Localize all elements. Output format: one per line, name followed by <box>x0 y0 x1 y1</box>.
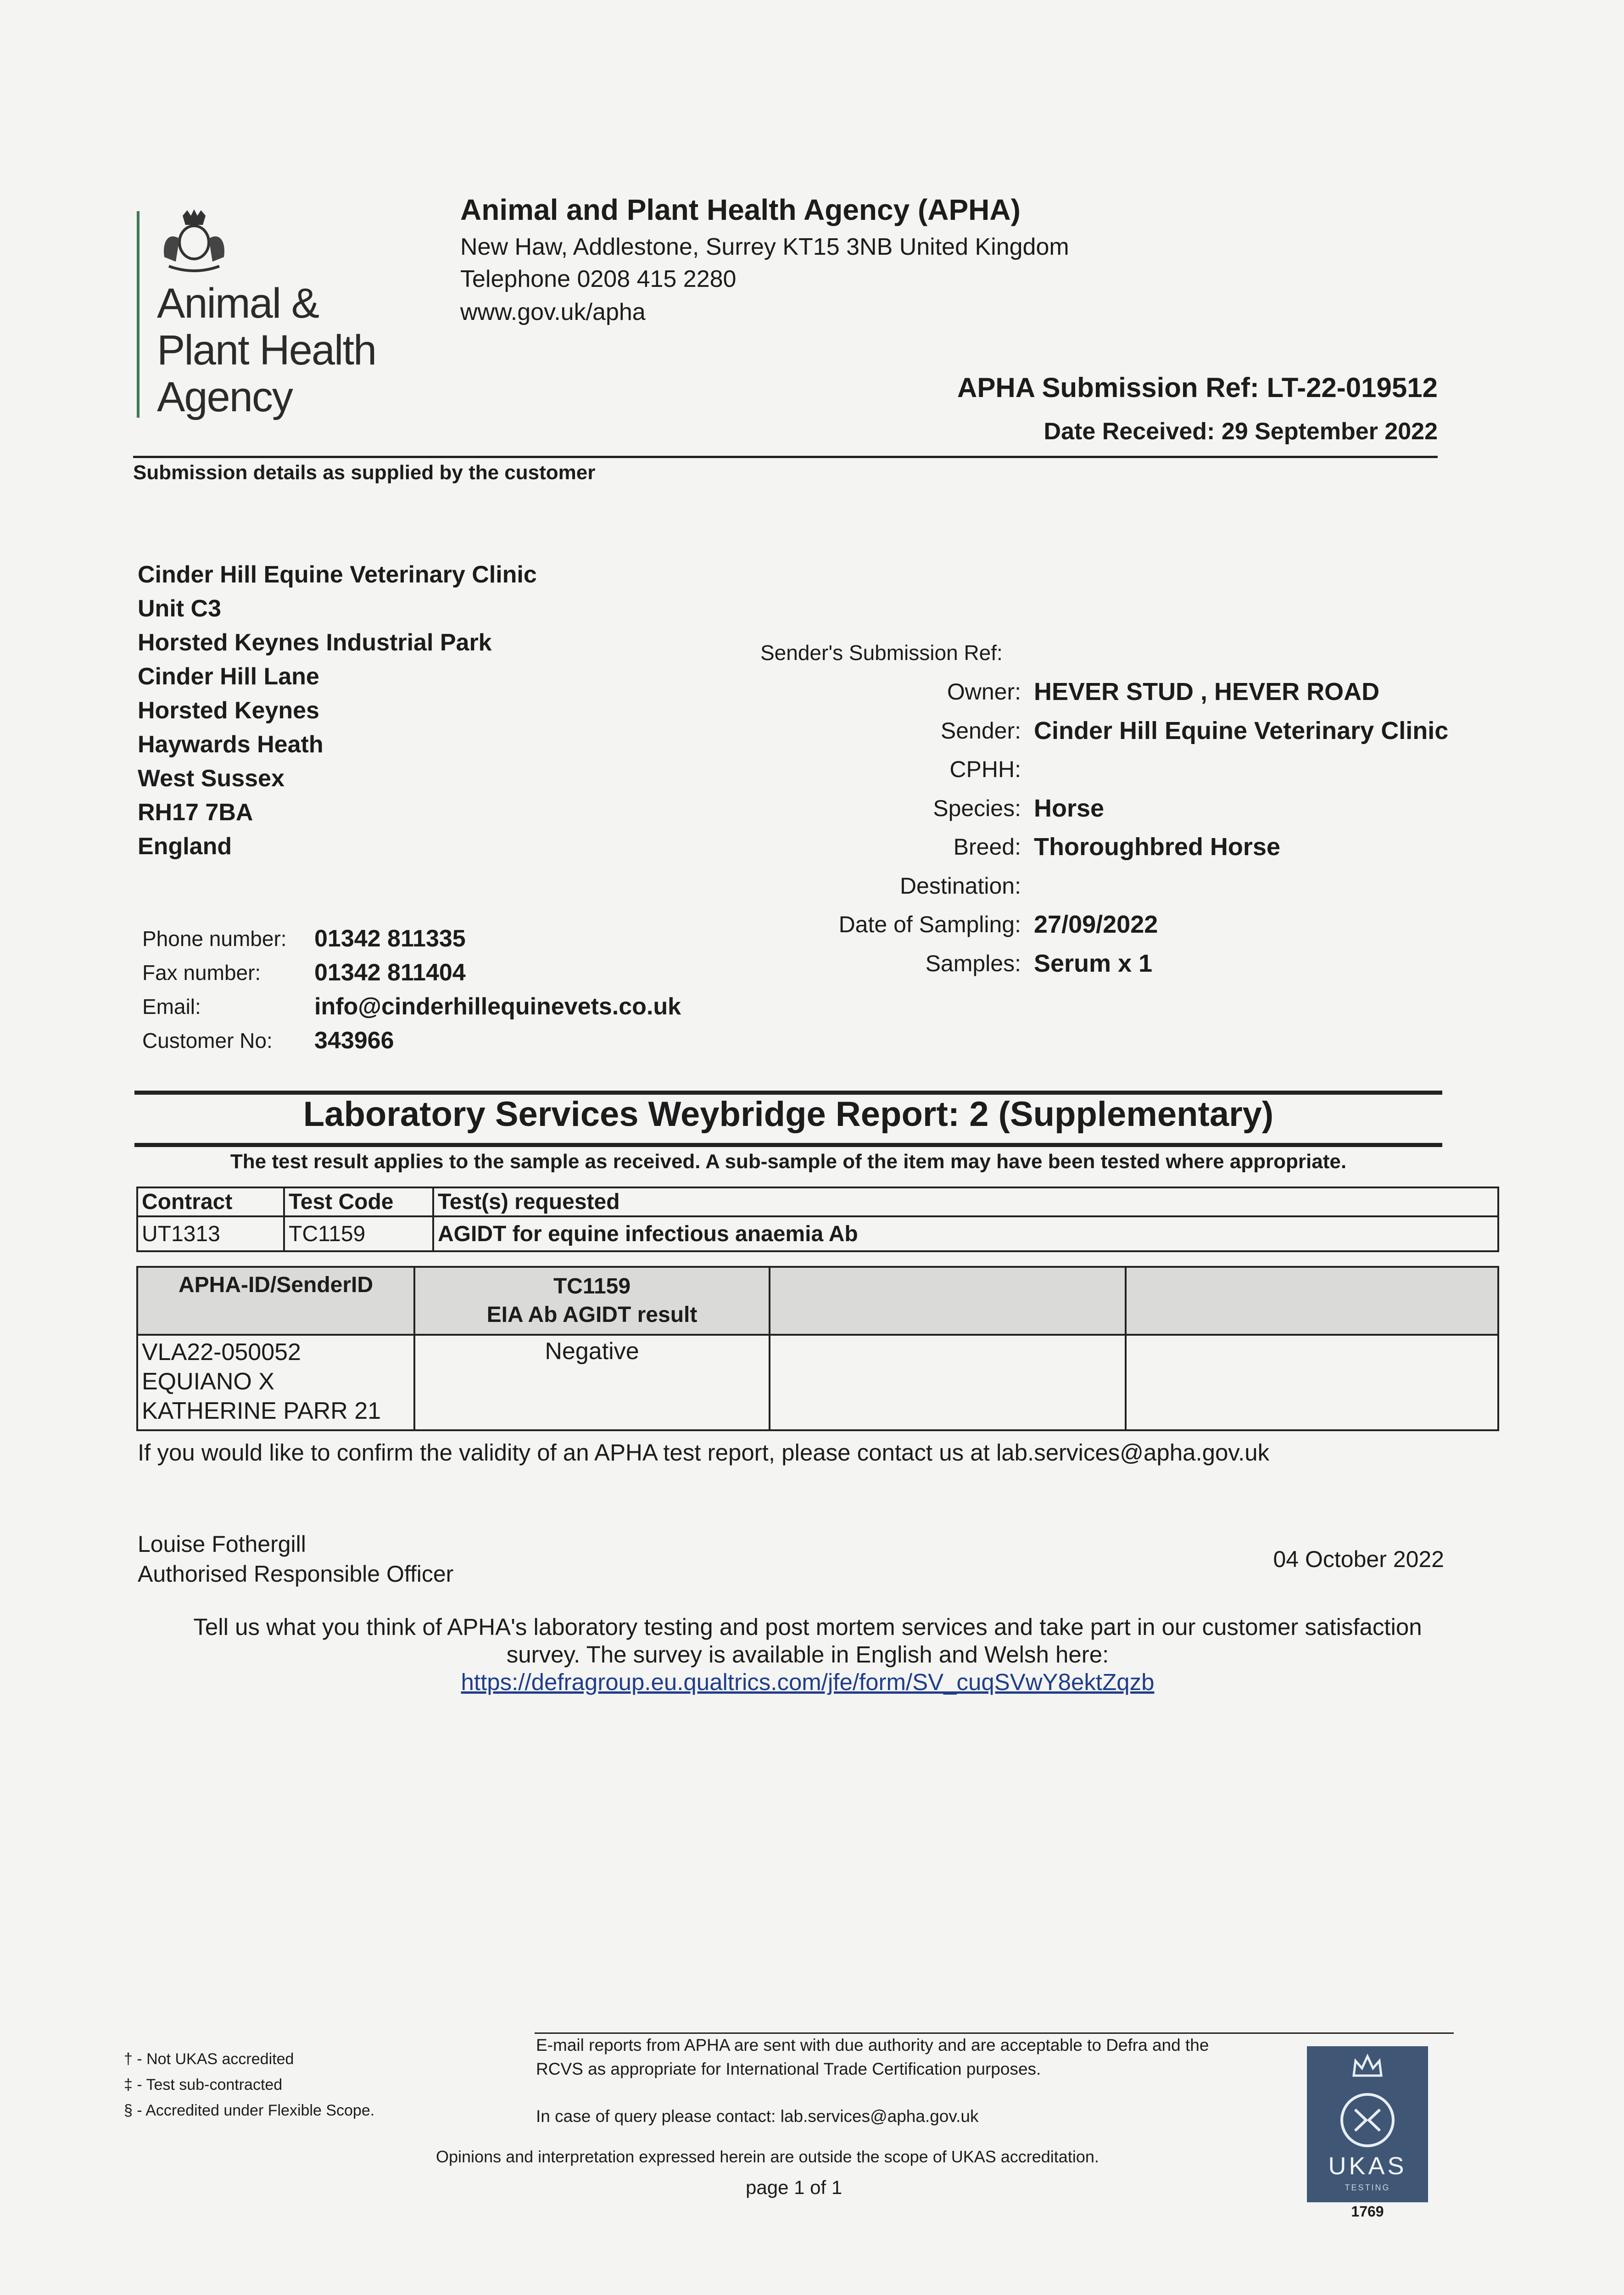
sampling-date-value: 27/09/2022 <box>1034 911 1158 938</box>
phone-value: 01342 811335 <box>314 925 466 952</box>
detail-label: Breed: <box>953 834 1021 860</box>
survey-block <box>133 1613 1482 1696</box>
report-note: The test result applies to the sample as received. A sub-sample of the item may have been tested where appropriate. <box>230 1150 1347 1173</box>
detail-label: CPHH: <box>949 756 1021 782</box>
ukas-number: 1769 <box>1351 2203 1384 2220</box>
address-line: West Sussex <box>138 765 285 792</box>
royal-crest-icon <box>155 207 233 275</box>
contract-cell: UT1313 <box>137 1216 284 1251</box>
footer-legend <box>124 2046 374 2123</box>
detail-row <box>757 944 1448 983</box>
header-apha-id: APHA-ID/SenderID <box>137 1267 414 1335</box>
tests-table <box>136 1187 1499 1252</box>
sample-id-line: KATHERINE PARR 21 <box>142 1398 381 1424</box>
address-line: England <box>138 833 232 860</box>
email-value: info@cinderhillequinevets.co.uk <box>314 993 681 1020</box>
contact-label: Phone number: <box>142 927 287 951</box>
address-line: Haywards Heath <box>138 731 324 758</box>
legend-line: § - Accredited under Flexible Scope. <box>124 2102 375 2119</box>
detail-label: Destination: <box>899 873 1021 899</box>
logo-rule <box>137 211 140 418</box>
contact-label: Fax number: <box>142 961 261 985</box>
results-table <box>136 1266 1499 1431</box>
results-table-header <box>137 1267 1498 1335</box>
header-result-code: TC1159 <box>553 1274 631 1299</box>
empty-header-cell <box>1126 1267 1498 1335</box>
test-requested-cell: AGIDT for equine infectious anaemia Ab <box>433 1216 1498 1251</box>
sample-id-cell <box>137 1335 414 1430</box>
agency-logo <box>137 207 412 427</box>
legend-line: ‡ - Test sub-contracted <box>124 2076 283 2093</box>
sample-id-line: VLA22-050052 <box>142 1339 301 1366</box>
footer-email-note: E-mail reports from APHA are sent with due authority and are acceptable to Defra and the RCVS as appropriate for International Trade Certification purposes. <box>536 2036 1209 2078</box>
address-line: Unit C3 <box>138 595 221 622</box>
page-number: page 1 of 1 <box>746 2177 843 2198</box>
logo-text <box>157 280 376 420</box>
detail-row <box>757 711 1448 750</box>
legend-line: † - Not UKAS accredited <box>124 2050 294 2068</box>
contact-row <box>142 922 681 956</box>
report-title: Laboratory Services Weybridge Report: 2 (Supplementary) <box>303 1095 1274 1134</box>
ukas-sub: TESTING <box>1345 2183 1390 2192</box>
ukas-crown-icon <box>1349 2053 1386 2080</box>
detail-row <box>757 750 1448 789</box>
agency-website: www.gov.uk/apha <box>460 299 646 325</box>
ukas-badge <box>1307 2046 1428 2202</box>
tests-table-header <box>137 1187 1498 1216</box>
address-line: Cinder Hill Lane <box>138 663 319 690</box>
header-test-code: Test Code <box>284 1187 433 1216</box>
breed-value: Thoroughbred Horse <box>1034 833 1280 861</box>
sample-id-line: EQUIANO X <box>142 1368 274 1395</box>
detail-label: Samples: <box>925 950 1021 976</box>
detail-label: Sender: <box>940 717 1021 744</box>
header-divider <box>133 456 1438 458</box>
table-row <box>137 1216 1498 1251</box>
submission-ref: APHA Submission Ref: LT-22-019512 <box>957 372 1438 403</box>
address-line: Horsted Keynes <box>138 697 319 724</box>
sender-value: Cinder Hill Equine Veterinary Clinic <box>1034 716 1449 744</box>
logo-line: Plant Health <box>157 327 376 374</box>
contact-row <box>142 956 681 990</box>
test-code-cell: TC1159 <box>284 1216 433 1251</box>
detail-row <box>757 672 1448 711</box>
report-rule-bottom <box>134 1143 1442 1147</box>
agency-address: New Haw, Addlestone, Surrey KT15 3NB United Kingdom <box>460 234 1069 260</box>
footer-query-note: In case of query please contact: lab.services@apha.gov.uk <box>536 2107 979 2126</box>
signatory-title: Authorised Responsible Officer <box>138 1561 454 1587</box>
contact-label: Customer No: <box>142 1029 273 1052</box>
header-result-name: EIA Ab AGIDT result <box>486 1303 698 1327</box>
species-value: Horse <box>1034 794 1105 822</box>
contact-block <box>142 922 681 1058</box>
header-contract: Contract <box>137 1187 284 1216</box>
survey-link[interactable]: https://defragroup.eu.qualtrics.com/jfe/form/SV_cuqSVwY8ektZqzb <box>461 1669 1155 1695</box>
contact-row <box>142 990 681 1024</box>
sender-ref-label: Sender's Submission Ref: <box>760 641 1003 665</box>
agency-name: Animal and Plant Health Agency (APHA) <box>460 193 1021 226</box>
owner-value: HEVER STUD , HEVER ROAD <box>1034 678 1380 705</box>
empty-cell <box>770 1335 1126 1430</box>
logo-line: Agency <box>157 374 292 420</box>
ukas-emblem-icon <box>1338 2090 1397 2150</box>
detail-label: Owner: <box>947 679 1021 705</box>
address-line: Horsted Keynes Industrial Park <box>138 629 492 656</box>
submission-details-heading: Submission details as supplied by the customer <box>133 461 596 484</box>
detail-row <box>757 867 1448 906</box>
detail-row <box>757 789 1448 828</box>
footer-opinions: Opinions and interpretation expressed herein are outside the scope of UKAS accreditation. <box>436 2147 1099 2166</box>
header-tests-requested: Test(s) requested <box>433 1187 1498 1216</box>
date-received: Date Received: 29 September 2022 <box>1044 418 1438 445</box>
ukas-label: UKAS <box>1328 2152 1407 2180</box>
table-row <box>137 1335 1498 1430</box>
survey-line: Tell us what you think of APHA's laboratory testing and post mortem services and take part in our customer satisfaction <box>193 1614 1422 1640</box>
agency-telephone: Telephone 0208 415 2280 <box>460 266 737 292</box>
contact-row <box>142 1024 681 1058</box>
header-result <box>414 1267 770 1335</box>
detail-row <box>757 828 1448 867</box>
detail-label: Date of Sampling: <box>838 912 1021 937</box>
survey-line: survey. The survey is available in English and Welsh here: <box>506 1641 1109 1668</box>
customer-no-value: 343966 <box>314 1027 394 1054</box>
customer-address <box>138 558 537 863</box>
empty-cell <box>1126 1335 1498 1430</box>
report-date: 04 October 2022 <box>1273 1546 1444 1572</box>
logo-line: Animal & <box>157 280 319 327</box>
fax-value: 01342 811404 <box>314 959 466 986</box>
validity-text: If you would like to confirm the validity of an APHA test report, please contact us at lab.services@apha.gov.uk <box>138 1439 1270 1466</box>
address-line: RH17 7BA <box>138 799 253 826</box>
address-line: Cinder Hill Equine Veterinary Clinic <box>138 561 537 588</box>
result-cell: Negative <box>414 1335 770 1430</box>
submission-details <box>757 672 1448 983</box>
contact-label: Email: <box>142 995 201 1019</box>
samples-value: Serum x 1 <box>1034 949 1153 977</box>
empty-header-cell <box>770 1267 1126 1335</box>
detail-row <box>757 905 1448 944</box>
signatory-name: Louise Fothergill <box>138 1531 306 1557</box>
detail-label: Species: <box>933 795 1021 821</box>
